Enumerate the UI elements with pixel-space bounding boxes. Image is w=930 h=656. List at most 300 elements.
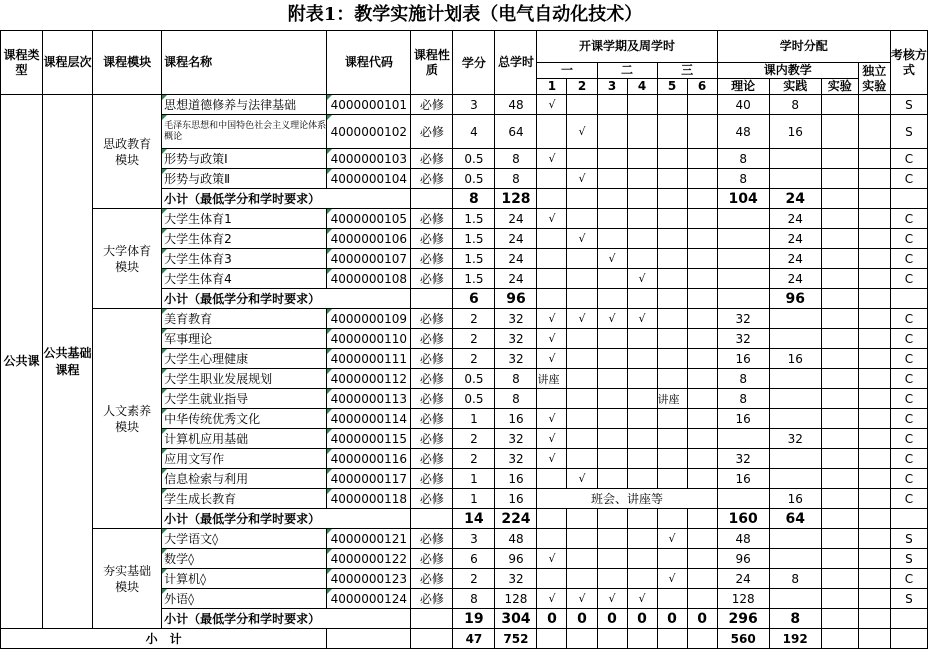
teaching-plan-table [0,30,928,649]
experiment-hours [821,529,858,549]
course-name: 计算机应用基础 [162,429,327,449]
course-code: 4000000101 [327,95,411,115]
independent-exp [858,549,890,569]
semester-1-cell: 讲座 [537,369,567,389]
course-credit: 2 [453,309,495,329]
course-credit: 1.5 [453,249,495,269]
practice-hours [769,449,821,469]
semester-3-cell [597,449,627,469]
independent-exp [858,469,890,489]
course-name: 数学◊ [162,549,327,569]
semester-6-cell [687,269,717,289]
header-in-class: 课内教学 [717,63,858,79]
subtotal-practice: 96 [769,289,821,309]
practice-hours [769,309,821,329]
header-exam-mode: 考核方式 [890,31,927,95]
semester-3-cell [597,209,627,229]
course-code: 4000000123 [327,569,411,589]
semester-1-cell [537,529,567,549]
course-credit: 1.5 [453,269,495,289]
independent-exp [858,229,890,249]
header-semester-3: 3 [597,79,627,95]
practice-hours: 32 [769,429,821,449]
course-name: 大学生职业发展规划 [162,369,327,389]
course-hours: 24 [495,209,537,229]
subtotal-semester-5 [657,189,687,209]
experiment-hours [821,209,858,229]
subtotal-hours: 304 [495,609,537,629]
course-credit: 2 [453,329,495,349]
course-code: 4000000107 [327,249,411,269]
practice-hours: 24 [769,249,821,269]
theory-hours: 40 [717,95,769,115]
experiment-hours [821,269,858,289]
course-name: 大学生体育2 [162,229,327,249]
course-hours: 96 [495,549,537,569]
course-name: 应用文写作 [162,449,327,469]
semester-5-cell [657,269,687,289]
exam-mode: S [890,549,927,569]
course-code: 4000000110 [327,329,411,349]
header-course-code: 课程代码 [327,31,411,95]
course-credit: 2 [453,349,495,369]
course-hours: 32 [495,569,537,589]
course-code: 4000000113 [327,389,411,409]
semester-4-cell [627,329,657,349]
course-type-cell: 公共课 [1,95,43,629]
course-code: 4000000111 [327,349,411,369]
subtotal-credit: 14 [453,509,495,529]
theory-hours: 16 [717,349,769,369]
course-nature: 必修 [411,529,453,549]
header-semester-2: 2 [567,79,597,95]
practice-hours: 24 [769,209,821,229]
course-name: 信息检索与利用 [162,469,327,489]
exam-mode: S [890,115,927,149]
semester-4-cell [627,249,657,269]
semester-1-cell [537,249,567,269]
semester-6-cell [687,429,717,449]
subtotal-semester-2 [567,509,597,529]
course-hours: 8 [495,169,537,189]
header-course-type: 课程类型 [1,31,43,95]
semester-3-cell: √ [597,589,627,609]
semester-3-cell [597,329,627,349]
semester-4-cell [627,389,657,409]
independent-exp [858,389,890,409]
exam-mode: C [890,149,927,169]
course-credit: 1.5 [453,229,495,249]
semester-1-cell [537,269,567,289]
semester-6-cell [687,589,717,609]
exam-mode: C [890,229,927,249]
subtotal-semester-5 [657,289,687,309]
header-theory: 理论 [717,79,769,95]
subtotal-semester-1 [537,509,567,529]
header-year-2: 二 [597,63,657,79]
exam-mode: C [890,489,927,509]
semester-6-cell [687,309,717,329]
semester-1-cell [537,115,567,149]
course-credit: 0.5 [453,389,495,409]
theory-hours: 32 [717,449,769,469]
course-code: 4000000106 [327,229,411,249]
semester-6-cell [687,409,717,429]
course-hours: 64 [495,115,537,149]
course-hours: 16 [495,469,537,489]
semester-2-cell [567,369,597,389]
semester-6-cell [687,209,717,229]
course-name: 中华传统优秀文化 [162,409,327,429]
course-hours: 32 [495,349,537,369]
semester-1-cell: √ [537,429,567,449]
independent-exp [858,369,890,389]
semester-3-cell: √ [597,249,627,269]
practice-hours: 16 [769,489,821,509]
subtotal-semester-1: 0 [537,609,567,629]
experiment-hours [821,229,858,249]
course-code: 4000000124 [327,589,411,609]
semester-1-cell [537,229,567,249]
course-credit: 2 [453,569,495,589]
header-semester-6: 6 [687,79,717,95]
semester-2-cell [567,249,597,269]
course-nature: 必修 [411,569,453,589]
practice-hours [769,469,821,489]
course-code: 4000000108 [327,269,411,289]
header-semester-group: 开课学期及周学时 [537,31,717,63]
course-name: 形势与政策Ⅱ [162,169,327,189]
subtotal-semester-6 [687,509,717,529]
course-hours: 48 [495,95,537,115]
course-credit: 1 [453,469,495,489]
exam-mode: C [890,309,927,329]
course-hours: 8 [495,149,537,169]
semester-6-cell [687,249,717,269]
semester-1-cell: √ [537,589,567,609]
module-cell: 人文素养模块 [93,309,162,529]
exam-mode: C [890,449,927,469]
course-code: 4000000116 [327,449,411,469]
semester-5-cell [657,169,687,189]
grand-total-theory: 560 [717,629,769,649]
course-name: 大学生体育1 [162,209,327,229]
header-semester-5: 5 [657,79,687,95]
theory-hours: 16 [717,469,769,489]
practice-hours: 24 [769,229,821,249]
course-hours: 32 [495,309,537,329]
subtotal-semester-5 [657,509,687,529]
practice-hours [769,389,821,409]
experiment-hours [821,549,858,569]
semester-6-cell [687,169,717,189]
semester-3-cell [597,169,627,189]
course-credit: 6 [453,549,495,569]
course-credit: 3 [453,95,495,115]
subtotal-semester-4 [627,189,657,209]
subtotal-theory: 104 [717,189,769,209]
course-nature: 必修 [411,429,453,449]
semester-1-cell: √ [537,349,567,369]
semester-2-cell: √ [567,589,597,609]
practice-hours: 24 [769,269,821,289]
semester-4-cell: √ [627,309,657,329]
subtotal-practice: 24 [769,189,821,209]
theory-hours [717,429,769,449]
course-hours: 16 [495,409,537,429]
semester-3-cell [597,429,627,449]
semester-5-cell [657,229,687,249]
practice-hours [769,549,821,569]
table-row [1,95,928,115]
semester-4-cell: √ [627,589,657,609]
course-nature: 必修 [411,115,453,149]
semester-1-cell: √ [537,309,567,329]
semester-2-cell: √ [567,115,597,149]
course-nature: 必修 [411,169,453,189]
theory-hours: 32 [717,309,769,329]
course-credit: 2 [453,449,495,469]
practice-hours [769,409,821,429]
independent-exp [858,115,890,149]
experiment-hours [821,469,858,489]
semester-2-cell: √ [567,169,597,189]
semester-5-cell [657,209,687,229]
independent-exp [858,269,890,289]
semester-3-cell [597,349,627,369]
course-code: 4000000121 [327,529,411,549]
subtotal-label: 小计（最低学分和学时要求） [162,609,411,629]
semester-5-cell [657,369,687,389]
theory-hours: 8 [717,169,769,189]
course-hours: 16 [495,489,537,509]
practice-hours [769,149,821,169]
header-independent-exp: 独立实验 [858,63,890,95]
course-credit: 0.5 [453,149,495,169]
independent-exp [858,409,890,429]
theory-hours: 48 [717,115,769,149]
semester-2-cell: √ [567,309,597,329]
semester-2-cell [567,549,597,569]
subtotal-credit: 19 [453,609,495,629]
course-code: 4000000117 [327,469,411,489]
subtotal-semester-2 [567,289,597,309]
subtotal-semester-6 [687,189,717,209]
experiment-hours [821,449,858,469]
independent-exp [858,169,890,189]
semester-1-cell [537,469,567,489]
course-name: 美育教育 [162,309,327,329]
semester-6-cell [687,529,717,549]
course-nature: 必修 [411,229,453,249]
course-name: 大学生体育4 [162,269,327,289]
semester-2-cell [567,409,597,429]
theory-hours [717,229,769,249]
exam-mode: C [890,429,927,449]
subtotal-hours: 128 [495,189,537,209]
experiment-hours [821,589,858,609]
semester-5-cell [657,409,687,429]
exam-mode: C [890,569,927,589]
subtotal-semester-6 [687,289,717,309]
semester-3-cell [597,569,627,589]
practice-hours [769,169,821,189]
grand-total-credit: 47 [453,629,495,649]
subtotal-semester-2: 0 [567,609,597,629]
course-hours: 24 [495,269,537,289]
semester-2-cell [567,529,597,549]
semester-1-cell: √ [537,95,567,115]
course-nature: 必修 [411,209,453,229]
subtotal-semester-4: 0 [627,609,657,629]
subtotal-semester-5: 0 [657,609,687,629]
semester-3-cell [597,115,627,149]
independent-exp [858,489,890,509]
semester-2-cell [567,569,597,589]
grand-total-practice: 192 [769,629,821,649]
semester-5-cell [657,329,687,349]
independent-exp [858,589,890,609]
semester-3-cell [597,149,627,169]
independent-exp [858,529,890,549]
semester-1-cell [537,169,567,189]
subtotal-semester-1 [537,189,567,209]
independent-exp [858,249,890,269]
semester-6-cell [687,469,717,489]
subtotal-semester-3 [597,509,627,529]
semester-4-cell [627,429,657,449]
independent-exp [858,309,890,329]
theory-hours: 24 [717,569,769,589]
course-name: 军事理论 [162,329,327,349]
experiment-hours [821,309,858,329]
exam-mode: C [890,329,927,349]
semester-4-cell [627,349,657,369]
semester-4-cell [627,95,657,115]
semester-4-cell [627,209,657,229]
theory-hours [717,249,769,269]
course-name: 形势与政策Ⅰ [162,149,327,169]
experiment-hours [821,115,858,149]
semester-1-cell: √ [537,409,567,429]
practice-hours [769,529,821,549]
course-name: 毛泽东思想和中国特色社会主义理论体系概论 [162,115,327,149]
semester-4-cell: √ [627,269,657,289]
experiment-hours [821,169,858,189]
subtotal-theory [717,289,769,309]
course-hours: 8 [495,389,537,409]
course-nature: 必修 [411,469,453,489]
subtotal-hours: 96 [495,289,537,309]
semester-1-cell: √ [537,149,567,169]
course-name: 大学生心理健康 [162,349,327,369]
semester-4-cell [627,115,657,149]
theory-hours: 8 [717,149,769,169]
header-practice: 实践 [769,79,821,95]
semester-5-cell [657,429,687,449]
semester-4-cell [627,369,657,389]
course-nature: 必修 [411,489,453,509]
semester-2-cell: √ [567,469,597,489]
semester-1-cell: √ [537,549,567,569]
table-row [1,309,928,329]
exam-mode: S [890,589,927,609]
header-course-level: 课程层次 [43,31,93,95]
semester-4-cell [627,549,657,569]
semester-2-cell [567,449,597,469]
practice-hours [769,369,821,389]
course-nature: 必修 [411,369,453,389]
subtotal-semester-1 [537,289,567,309]
course-code: 4000000105 [327,209,411,229]
course-hours: 48 [495,529,537,549]
exam-mode: C [890,389,927,409]
course-code: 4000000122 [327,549,411,569]
semester-1-cell: √ [537,329,567,349]
course-hours: 128 [495,589,537,609]
header-hour-distribution: 学时分配 [717,31,890,63]
experiment-hours [821,409,858,429]
practice-hours: 8 [769,95,821,115]
practice-hours: 8 [769,569,821,589]
experiment-hours [821,349,858,369]
semester-3-cell [597,469,627,489]
module-cell: 大学体育模块 [93,209,162,309]
theory-hours: 16 [717,409,769,429]
semester-2-cell [567,389,597,409]
header-year-3: 三 [657,63,717,79]
semester-3-cell [597,269,627,289]
theory-hours: 96 [717,549,769,569]
course-name: 思想道德修养与法律基础 [162,95,327,115]
semester-5-cell [657,149,687,169]
exam-mode: C [890,249,927,269]
semester-1-cell: √ [537,209,567,229]
practice-hours [769,589,821,609]
exam-mode: C [890,349,927,369]
course-code: 4000000103 [327,149,411,169]
semester-6-cell [687,449,717,469]
course-credit: 0.5 [453,369,495,389]
experiment-hours [821,95,858,115]
subtotal-semester-4 [627,289,657,309]
course-name: 计算机◊ [162,569,327,589]
exam-mode: C [890,169,927,189]
course-code: 4000000118 [327,489,411,509]
semester-3-cell [597,549,627,569]
subtotal-semester-3 [597,289,627,309]
semester-1-cell: √ [537,449,567,469]
course-nature: 必修 [411,269,453,289]
semester-2-cell [567,349,597,369]
semester-6-cell [687,95,717,115]
semester-6-cell [687,549,717,569]
subtotal-theory: 160 [717,509,769,529]
experiment-hours [821,369,858,389]
course-code: 4000000114 [327,409,411,429]
subtotal-semester-3: 0 [597,609,627,629]
subtotal-practice: 64 [769,509,821,529]
semester-5-cell [657,249,687,269]
module-cell: 思政教育模块 [93,95,162,209]
theory-hours [717,489,769,509]
course-credit: 1 [453,409,495,429]
subtotal-semester-2 [567,189,597,209]
grand-total-row [1,629,928,649]
exam-mode: C [890,469,927,489]
semester-6-cell [687,115,717,149]
theory-hours: 48 [717,529,769,549]
